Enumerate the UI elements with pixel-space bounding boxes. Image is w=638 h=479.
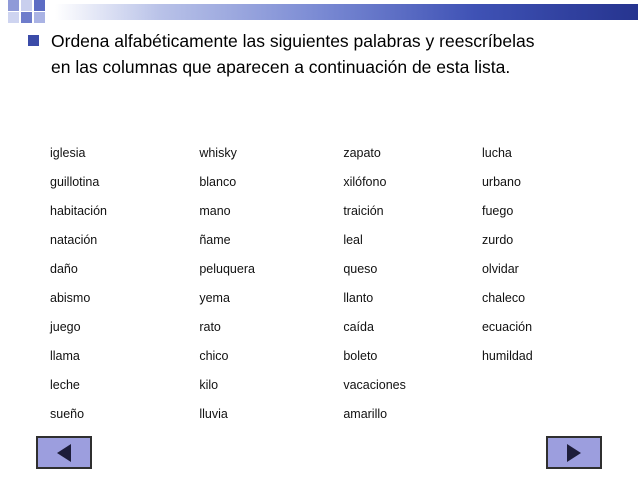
- word-cell: humildad: [481, 348, 533, 363]
- table-row: [50, 138, 610, 167]
- bullet-square-icon: [28, 35, 39, 46]
- word-cell: llanto: [343, 290, 374, 305]
- word-cell: leche: [50, 377, 80, 392]
- word-cell: juego: [50, 319, 81, 334]
- word-cell: amarillo: [343, 406, 388, 421]
- word-cell: chaleco: [481, 290, 526, 305]
- word-cell: guillotina: [50, 174, 100, 189]
- word-cell: zurdo: [481, 232, 514, 247]
- triangle-right-icon: [567, 444, 581, 462]
- next-slide-button[interactable]: [546, 436, 602, 469]
- word-cell: zapato: [343, 145, 381, 160]
- table-row: [50, 312, 610, 341]
- decorative-top-band: [0, 0, 638, 22]
- word-cell: whisky: [199, 145, 237, 160]
- word-cell: ñame: [199, 232, 231, 247]
- word-cell: fuego: [481, 203, 514, 218]
- word-list-table: [50, 138, 610, 428]
- word-cell: xilófono: [343, 174, 387, 189]
- word-cell: vacaciones: [343, 377, 406, 392]
- decorative-square: [8, 12, 19, 23]
- word-cell: rato: [199, 319, 221, 334]
- table-row: [50, 341, 610, 370]
- word-cell: llama: [50, 348, 80, 363]
- word-cell: sueño: [50, 406, 85, 421]
- table-row: [50, 254, 610, 283]
- word-cell: blanco: [199, 174, 237, 189]
- decorative-square: [8, 0, 19, 11]
- word-cell: leal: [343, 232, 363, 247]
- word-cell: natación: [50, 232, 98, 247]
- slide-heading: [28, 28, 618, 80]
- word-cell: habitación: [50, 203, 107, 218]
- word-cell: [482, 370, 610, 399]
- word-cell: queso: [343, 261, 378, 276]
- word-cell: chico: [199, 348, 229, 363]
- table-row: [50, 283, 610, 312]
- word-cell: boleto: [343, 348, 378, 363]
- word-cell: caída: [343, 319, 374, 334]
- previous-slide-button[interactable]: [36, 436, 92, 469]
- decorative-square: [21, 12, 32, 23]
- table-row: [50, 167, 610, 196]
- table-row: [50, 370, 610, 399]
- word-cell: lluvia: [199, 406, 228, 421]
- table-row: [50, 399, 610, 428]
- word-cell: mano: [199, 203, 231, 218]
- word-cell: kilo: [199, 377, 219, 392]
- word-cell: iglesia: [50, 145, 86, 160]
- decorative-square: [34, 12, 45, 23]
- decorative-square: [34, 0, 45, 11]
- word-cell: olvidar: [481, 261, 519, 276]
- triangle-left-icon: [57, 444, 71, 462]
- word-cell: yema: [199, 290, 230, 305]
- band-gradient: [55, 4, 638, 20]
- word-cell: traición: [343, 203, 384, 218]
- word-cell: lucha: [481, 145, 512, 160]
- word-cell: daño: [50, 261, 78, 276]
- word-cell: peluquera: [199, 261, 255, 276]
- word-cell: [482, 399, 610, 428]
- heading-text: Ordena alfabéticamente las siguientes palabras y reescríbelas en las columnas que aparecen a continuación de esta lista.: [51, 31, 535, 77]
- word-cell: abismo: [50, 290, 91, 305]
- table-row: [50, 225, 610, 254]
- table-row: [50, 196, 610, 225]
- word-cell: ecuación: [481, 319, 533, 334]
- word-cell: urbano: [481, 174, 521, 189]
- decorative-square: [21, 0, 32, 11]
